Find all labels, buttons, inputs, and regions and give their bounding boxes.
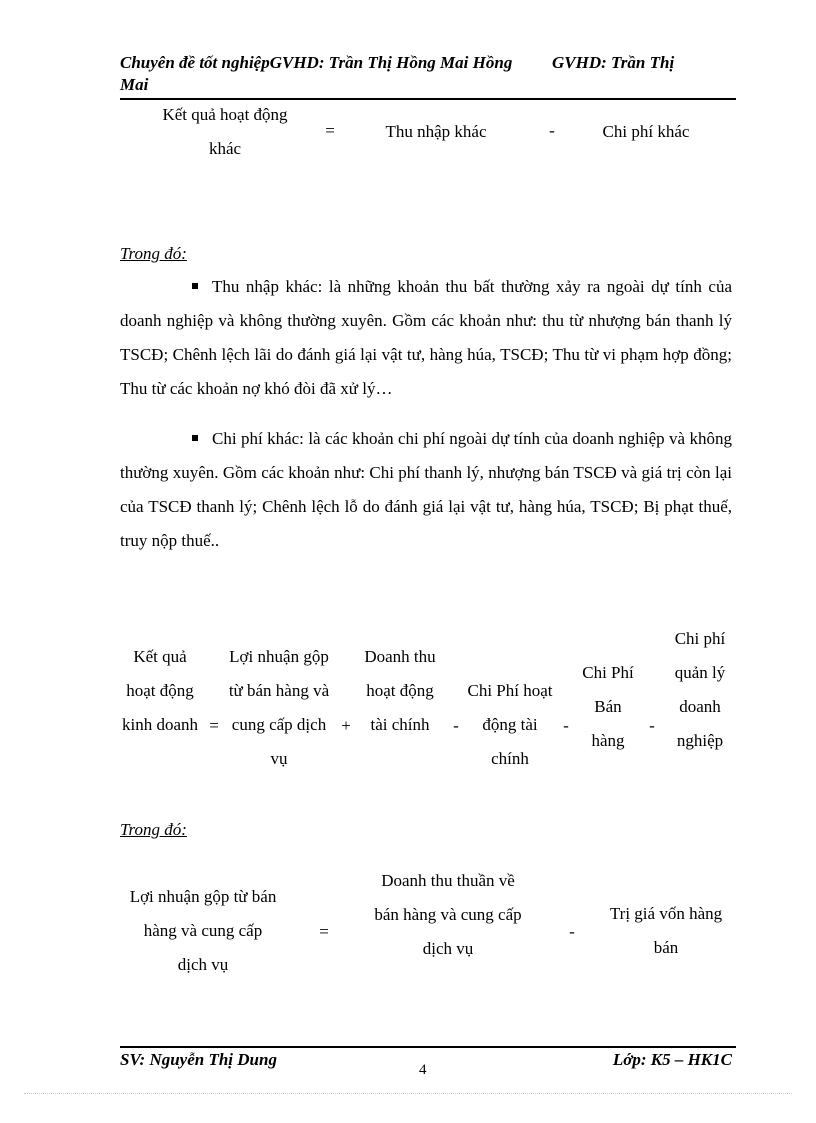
formula3-equals: = <box>319 922 329 941</box>
formula2-term2: Doanh thu hoạt động tài chính <box>364 647 436 734</box>
formula1-equals: = <box>325 121 335 140</box>
header-advisor: GVHD: Trần Thị <box>552 53 675 72</box>
bullet-paragraph-2 <box>120 422 732 558</box>
formula1-minus: - <box>549 121 555 140</box>
formula3-minus: - <box>569 922 575 941</box>
formula2-term1: Lợi nhuận gộp từ bán hàng và cung cấp dịch vụ <box>228 647 330 768</box>
footer-rule <box>120 1046 736 1048</box>
footer-student: SV: Nguyễn Thị Dung <box>120 1050 277 1069</box>
footer-class: Lớp: K5 – HK1C <box>612 1050 732 1069</box>
formula3-term1: Doanh thu thuần về bán hàng và cung cấp dịch vụ <box>374 871 522 958</box>
formula2-term5: Chi phí quản lý doanh nghiệp <box>674 629 726 750</box>
bullet-text-2: Chi phí khác: là các khoản chi phí ngoài dự tính của doanh nghiệp và không thường xuyên. Gồm các khoản như: Chi phí thanh lý, nhượng bán TSCĐ và giá trị còn lại của TSCĐ thanh lý; Chênh lệch lỗ do đánh giá lại vật tư, hàng húa, TSCĐ; Bị phạt thuế, truy nộp thuế.. <box>120 429 732 550</box>
formula2-left: Kết quả hoạt động kinh doanh <box>121 647 199 734</box>
formula2-minus-3: - <box>649 716 655 735</box>
formula1-term1: Thu nhập khác <box>385 122 487 141</box>
page-bottom-divider <box>24 1093 792 1094</box>
formula2-plus: + <box>341 716 351 735</box>
formula2-equals: = <box>209 716 219 735</box>
formula3-term2: Trị giá vốn hàng bán <box>609 904 723 957</box>
bullet-square-icon <box>192 435 198 441</box>
formula2-term4: Chi Phí Bán hàng <box>582 663 634 750</box>
page-number: 4 <box>419 1062 427 1078</box>
bullet-square-icon <box>192 283 198 289</box>
formula2-minus-2: - <box>563 716 569 735</box>
bullet-paragraph-1 <box>120 270 732 406</box>
formula2-term3: Chi Phí hoạt động tài chính <box>467 681 553 768</box>
formula2-minus-1: - <box>453 716 459 735</box>
formula1-left: Kết quả hoạt động khác <box>162 105 288 158</box>
formula1-term2: Chi phí khác <box>602 122 690 141</box>
formula3-left: Lợi nhuận gộp từ bán hàng và cung cấp dịch vụ <box>129 887 277 974</box>
header-title: Chuyên đề tốt nghiệpGVHD: Trần Thị Hồng Mai Hồng Mai <box>120 53 513 94</box>
bullet-text-1: Thu nhập khác: là những khoản thu bất thường xảy ra ngoài dự tính của doanh nghiệp và không thường xuyên. Gồm các khoản như: thu từ nhượng bán thanh lý TSCĐ; Chênh lệch lãi do đánh giá lại vật tư, hàng húa, TSCĐ; Thu từ vi phạm hợp đồng; Thu từ các khoản nợ khó đòi đã xử lý… <box>120 277 732 398</box>
subheading-trong-do-2: Trong đó: <box>120 820 187 839</box>
subheading-trong-do-1: Trong đó: <box>120 244 187 263</box>
